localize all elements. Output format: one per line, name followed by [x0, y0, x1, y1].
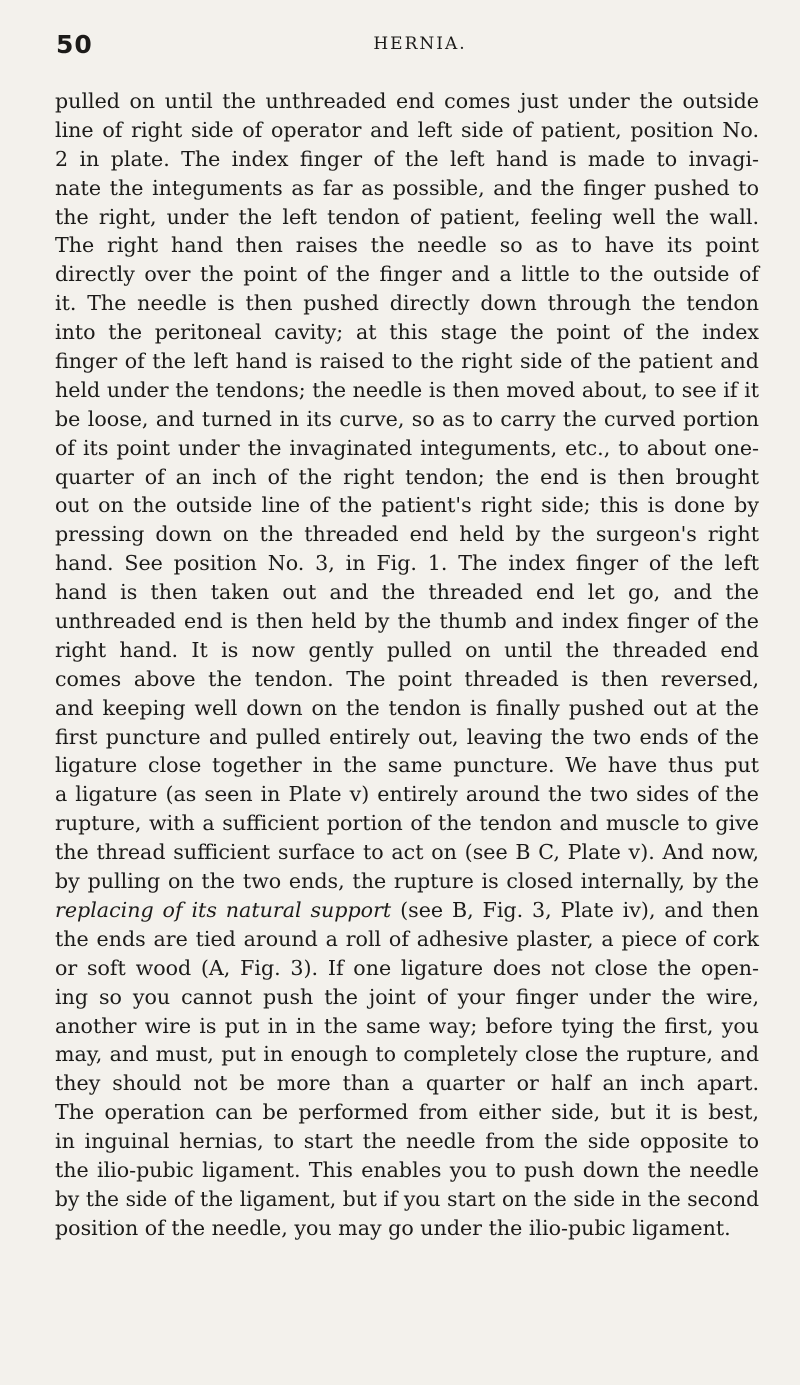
text-line: ing so you cannot push the joint of your finger under the wire,	[55, 984, 759, 1009]
text-line: of its point under the invaginated integuments, etc., to about one-	[55, 435, 759, 460]
text-line: and keeping well down on the tendon is finally pushed out at the	[55, 695, 759, 720]
text-line: a ligature (as seen in Plate v) entirely around the two sides of the	[55, 782, 759, 807]
text-line: the ilio-pubic ligament. This enables you to push down the needle	[55, 1157, 759, 1182]
text-line: it. The needle is then pushed directly down through the tendon	[55, 291, 759, 316]
text-line: held under the tendons; the needle is then moved about, to see if it	[55, 377, 759, 402]
text-line: pulled on until the unthreaded end comes just under the outside	[55, 89, 759, 113]
text-line: right hand. It is now gently pulled on until the threaded end	[55, 637, 759, 662]
text-line: rupture, with a sufficient portion of the tendon and muscle to give	[55, 811, 759, 836]
italic-phrase: replacing of its natural support	[55, 897, 392, 922]
text-line: by pulling on the two ends, the rupture is closed internally, by the	[55, 869, 759, 894]
text-line: directly over the point of the finger and a little to the outside of	[55, 262, 759, 287]
text-line: the ends are tied around a roll of adhesive plaster, a piece of cork	[55, 926, 759, 951]
text-line: 2 in plate. The index finger of the left hand is made to invagi-	[55, 146, 759, 171]
text-line: may, and must, put in enough to completely close the rupture, and	[55, 1042, 759, 1067]
text-line: they should not be more than a quarter or half an inch apart.	[55, 1071, 759, 1096]
text-line: in inguinal hernias, to start the needle from the side opposite to	[55, 1129, 759, 1154]
text-line: position of the needle, you may go under the ilio-pubic ligament.	[55, 1215, 731, 1240]
text-line: out on the outside line of the patient's right side; this is done by	[55, 493, 759, 518]
running-title: HERNIA.	[373, 34, 467, 54]
text-line: quarter of an inch of the right tendon; the end is then brought	[55, 464, 759, 489]
text-line: finger of the left hand is raised to the right side of the patient and	[55, 349, 759, 374]
text-line: line of right side of operator and left side of patient, position No.	[55, 117, 759, 142]
text-line: the thread sufficient surface to act on (see B C, Plate v). And now,	[55, 840, 759, 865]
text-line: another wire is put in in the same way; before tying the first, you	[55, 1013, 759, 1038]
text-line: first puncture and pulled entirely out, leaving the two ends of the	[55, 724, 759, 749]
text-line: The operation can be performed from either side, but it is best,	[55, 1100, 759, 1125]
text-line: or soft wood (A, Fig. 3). If one ligature does not close the open-	[55, 955, 759, 980]
body-text	[55, 87, 759, 1243]
text-line: by the side of the ligament, but if you start on the side in the second	[55, 1186, 759, 1211]
text-line: hand. See position No. 3, in Fig. 1. The index finger of the left	[55, 551, 759, 576]
page-number: 50	[56, 30, 93, 59]
text-fragment: (see B, Fig. 3, Plate iv), and then	[391, 897, 759, 922]
running-head	[56, 30, 744, 64]
text-line: unthreaded end is then held by the thumb and index finger of the	[55, 609, 759, 634]
text-line: hand is then taken out and the threaded end let go, and the	[55, 580, 759, 605]
text-line: be loose, and turned in its curve, so as to carry the curved portion	[55, 406, 759, 431]
text-line: pressing down on the threaded end held by the surgeon's right	[55, 522, 759, 547]
text-line-with-italic	[55, 896, 759, 925]
text-line: comes above the tendon. The point threaded is then reversed,	[55, 666, 759, 691]
text-line: into the peritoneal cavity; at this stage the point of the index	[55, 320, 759, 345]
text-line: ligature close together in the same puncture. We have thus put	[55, 753, 759, 778]
text-line: nate the integuments as far as possible, and the finger pushed to	[55, 175, 759, 200]
text-line: The right hand then raises the needle so as to have its point	[55, 233, 759, 258]
text-line: the right, under the left tendon of patient, feeling well the wall.	[55, 204, 759, 229]
